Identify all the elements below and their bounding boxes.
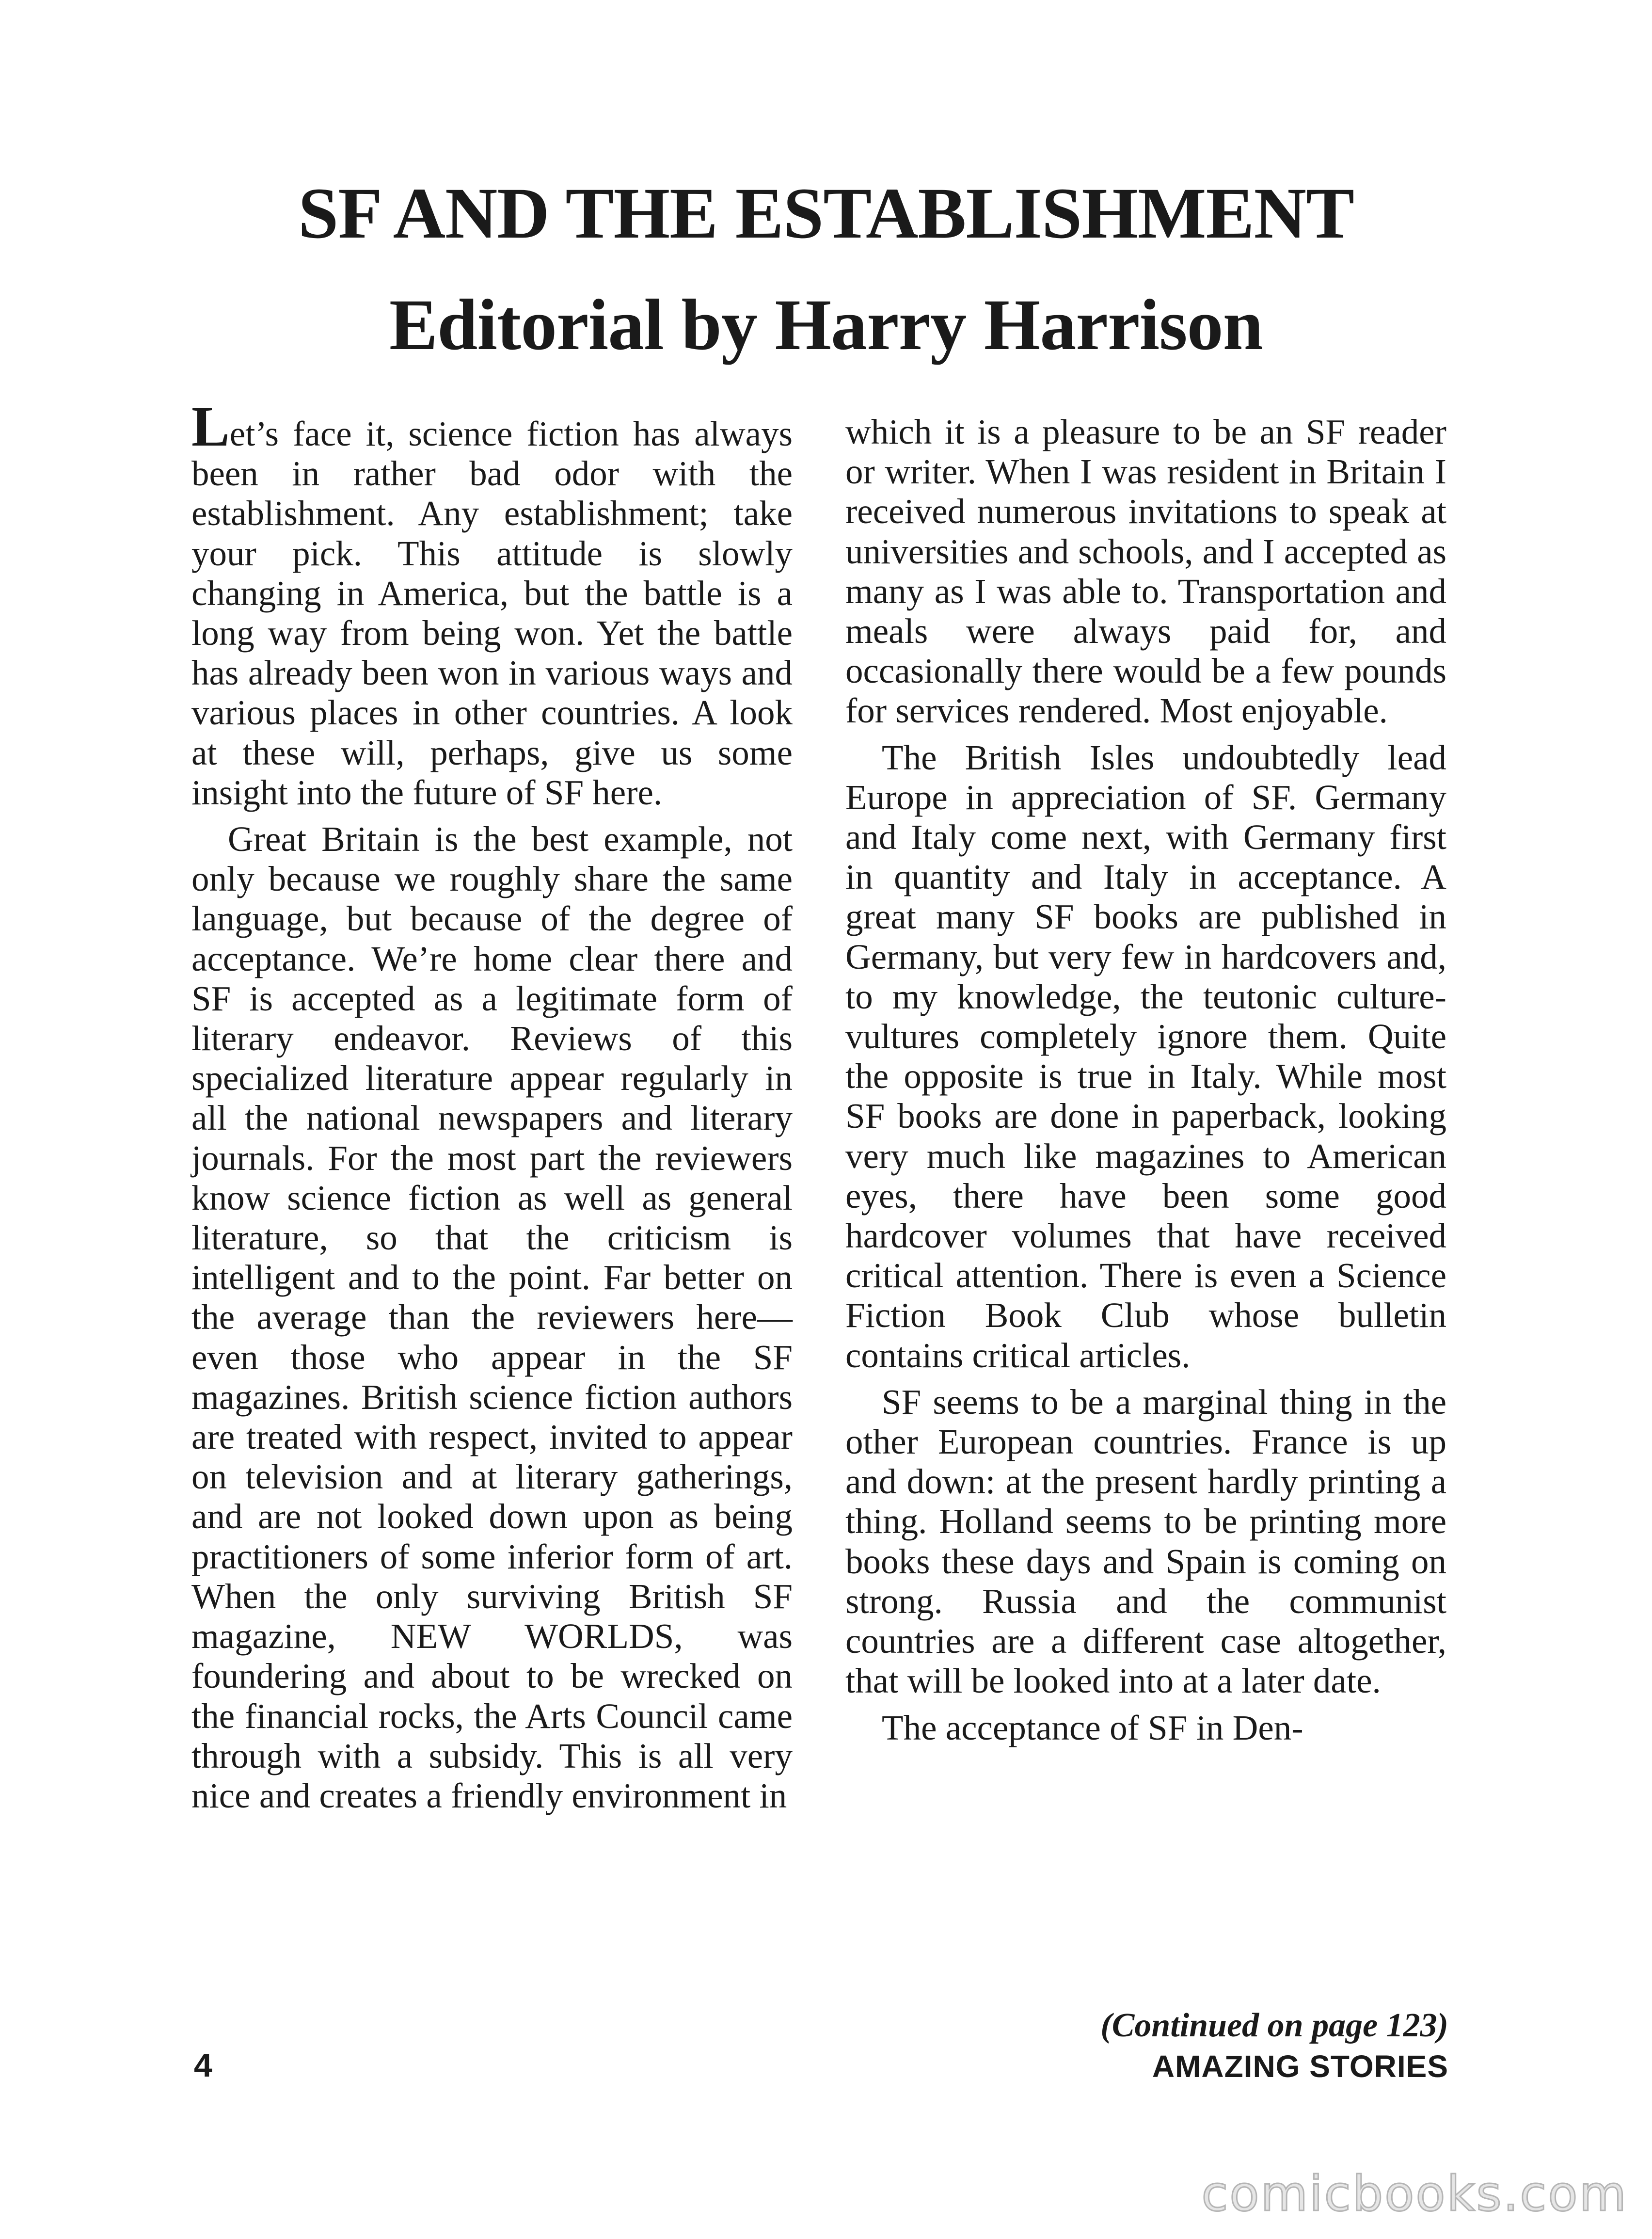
magazine-name: AMAZING STORIES (1152, 2049, 1448, 2084)
right-column (845, 412, 1446, 1748)
paragraph-1 (191, 395, 793, 813)
continued-note: (Continued on page 123) (1100, 2007, 1448, 2044)
paragraph-3: which it is a pleasure to be an SF reader or writer. When I was resident in Britain I received numerous invitations to speak at universities and schools, and I accepted as many as I was able to. Transportation and meals were always paid for, and occasionally there would be a few pounds for services rendered. Most enjoyable. (845, 412, 1446, 731)
article-title: SF AND THE ESTABLISHMENT (298, 173, 1354, 254)
left-column (191, 395, 793, 1816)
article-byline: Editorial by Harry Harrison (389, 285, 1263, 365)
paragraph-1-text: et’s face it, science fiction has always been in rather bad odor with the establishment. Any establishment; take your pick. This attitude is slowly changing in America, but the battle is a long way from being won. Yet the battle has already been won in various ways and various places in other countries. A look at these will, perhaps, give us some insight into the future of SF here. (191, 414, 793, 812)
paragraph-4: The British Isles undoubtedly lead Europe in appreciation of SF. Germany and Italy come next, with Germany first in quantity and Italy in acceptance. A great many SF books are published in Germany, but very few in hardcovers and, to my knowledge, the teutonic culture-vultures completely ignore them. Quite the opposite is true in Italy. While most SF books are done in paperback, looking very much like magazines to American eyes, there have been some good hardcover volumes that have received critical attention. There is even a Science Fiction Book Club whose bulletin contains critical articles. (845, 737, 1446, 1375)
drop-cap: L (191, 395, 230, 458)
paragraph-6: The acceptance of SF in Den- (882, 1708, 1303, 1747)
paragraph-5: SF seems to be a marginal thing in the other European countries. France is up and down: at the present hardly printing a thing. Holland seems to be printing more books these days and Spain is coming on strong. Russia and the communist countries are a different case altogether, that will be looked into at a later date. (845, 1382, 1446, 1701)
paragraph-2: Great Britain is the best example, not only because we roughly share the same language, but because of the degree of acceptance. We’re home clear there and SF is accepted as a legitimate form of literary endeavor. Reviews of this specialized literature appear regularly in all the national newspapers and literary journals. For the most part the reviewers know science fiction as well as general literature, so that the criticism is intelligent and to the point. Far better on the average than the reviewers here—even those who appear in the SF magazines. British science fiction authors are treated with respect, invited to appear on television and at literary gatherings, and are not looked down upon as being practitioners of some inferior form of art. When the only surviving British SF magazine, NEW WORLDS, was foundering and about to be wrecked on the financial rocks, the Arts Council came through with a subsidy. This is all very nice and creates a friendly environment in (191, 819, 793, 1815)
title-block (0, 165, 1652, 373)
page-number: 4 (194, 2047, 212, 2084)
watermark: comicbooks.com (1201, 2165, 1628, 2222)
